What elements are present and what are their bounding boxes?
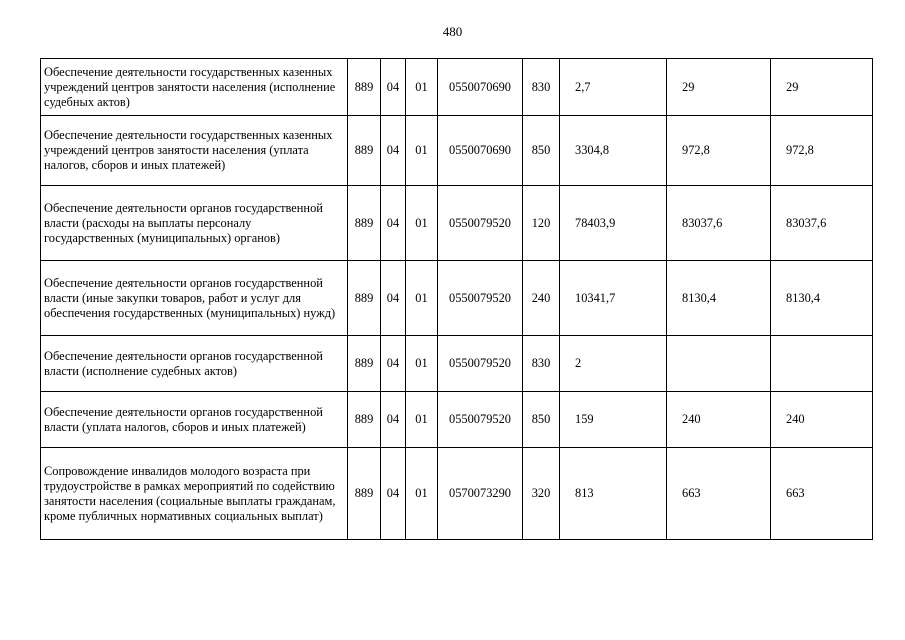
table-row: [41, 336, 873, 392]
section-code: 04: [381, 186, 406, 261]
row-description: Обеспечение деятельности государственных казенных учреждений центров занятости населения (исполнение судебных актов): [41, 59, 348, 116]
amount-1: 2: [560, 336, 667, 392]
expense-type-code: 850: [523, 116, 560, 186]
amount-2: 8130,4: [667, 261, 771, 336]
expense-type-code: 830: [523, 59, 560, 116]
target-article-code: 0550079520: [438, 392, 523, 448]
ministry-code: 889: [348, 59, 381, 116]
amount-3: 240: [771, 392, 873, 448]
ministry-code: 889: [348, 116, 381, 186]
subsection-code: 01: [406, 392, 438, 448]
subsection-code: 01: [406, 261, 438, 336]
section-code: 04: [381, 59, 406, 116]
subsection-code: 01: [406, 336, 438, 392]
target-article-code: 0550070690: [438, 59, 523, 116]
expense-type-code: 830: [523, 336, 560, 392]
target-article-code: 0550079520: [438, 336, 523, 392]
amount-2: 972,8: [667, 116, 771, 186]
amount-1: 813: [560, 448, 667, 540]
ministry-code: 889: [348, 261, 381, 336]
target-article-code: 0550079520: [438, 261, 523, 336]
section-code: 04: [381, 448, 406, 540]
target-article-code: 0570073290: [438, 448, 523, 540]
amount-3: 663: [771, 448, 873, 540]
section-code: 04: [381, 116, 406, 186]
amount-3: 83037,6: [771, 186, 873, 261]
table-row: [41, 59, 873, 116]
row-description: Обеспечение деятельности государственных казенных учреждений центров занятости населения (уплата налогов, сборов и иных платежей): [41, 116, 348, 186]
amount-2: [667, 336, 771, 392]
amount-3: 29: [771, 59, 873, 116]
expense-type-code: 850: [523, 392, 560, 448]
ministry-code: 889: [348, 392, 381, 448]
section-code: 04: [381, 261, 406, 336]
target-article-code: 0550070690: [438, 116, 523, 186]
row-description: Обеспечение деятельности органов государственной власти (расходы на выплаты персоналу государственных (муниципальных) органов): [41, 186, 348, 261]
row-description: Обеспечение деятельности органов государственной власти (иные закупки товаров, работ и услуг для обеспечения государственных (муниципальных) нужд): [41, 261, 348, 336]
section-code: 04: [381, 336, 406, 392]
amount-2: 29: [667, 59, 771, 116]
amount-3: [771, 336, 873, 392]
table-row: [41, 261, 873, 336]
row-description: Обеспечение деятельности органов государственной власти (исполнение судебных актов): [41, 336, 348, 392]
ministry-code: 889: [348, 448, 381, 540]
row-description: Сопровождение инвалидов молодого возраста при трудоустройстве в рамках мероприятий по содействию занятости населения (социальные выплаты гражданам, кроме публичных нормативных социальных выплат): [41, 448, 348, 540]
expense-type-code: 120: [523, 186, 560, 261]
page-number: 480: [442, 24, 463, 39]
amount-1: 2,7: [560, 59, 667, 116]
amount-2: 83037,6: [667, 186, 771, 261]
budget-table: [40, 58, 873, 540]
target-article-code: 0550079520: [438, 186, 523, 261]
amount-2: 240: [667, 392, 771, 448]
row-description: Обеспечение деятельности органов государственной власти (уплата налогов, сборов и иных платежей): [41, 392, 348, 448]
table-row: [41, 392, 873, 448]
amount-2: 663: [667, 448, 771, 540]
amount-3: 972,8: [771, 116, 873, 186]
subsection-code: 01: [406, 448, 438, 540]
subsection-code: 01: [406, 116, 438, 186]
amount-1: 78403,9: [560, 186, 667, 261]
amount-1: 3304,8: [560, 116, 667, 186]
amount-3: 8130,4: [771, 261, 873, 336]
ministry-code: 889: [348, 336, 381, 392]
table-row: [41, 186, 873, 261]
section-code: 04: [381, 392, 406, 448]
table-row: [41, 116, 873, 186]
expense-type-code: 320: [523, 448, 560, 540]
subsection-code: 01: [406, 59, 438, 116]
subsection-code: 01: [406, 186, 438, 261]
amount-1: 10341,7: [560, 261, 667, 336]
table-row: [41, 448, 873, 540]
expense-type-code: 240: [523, 261, 560, 336]
amount-1: 159: [560, 392, 667, 448]
ministry-code: 889: [348, 186, 381, 261]
